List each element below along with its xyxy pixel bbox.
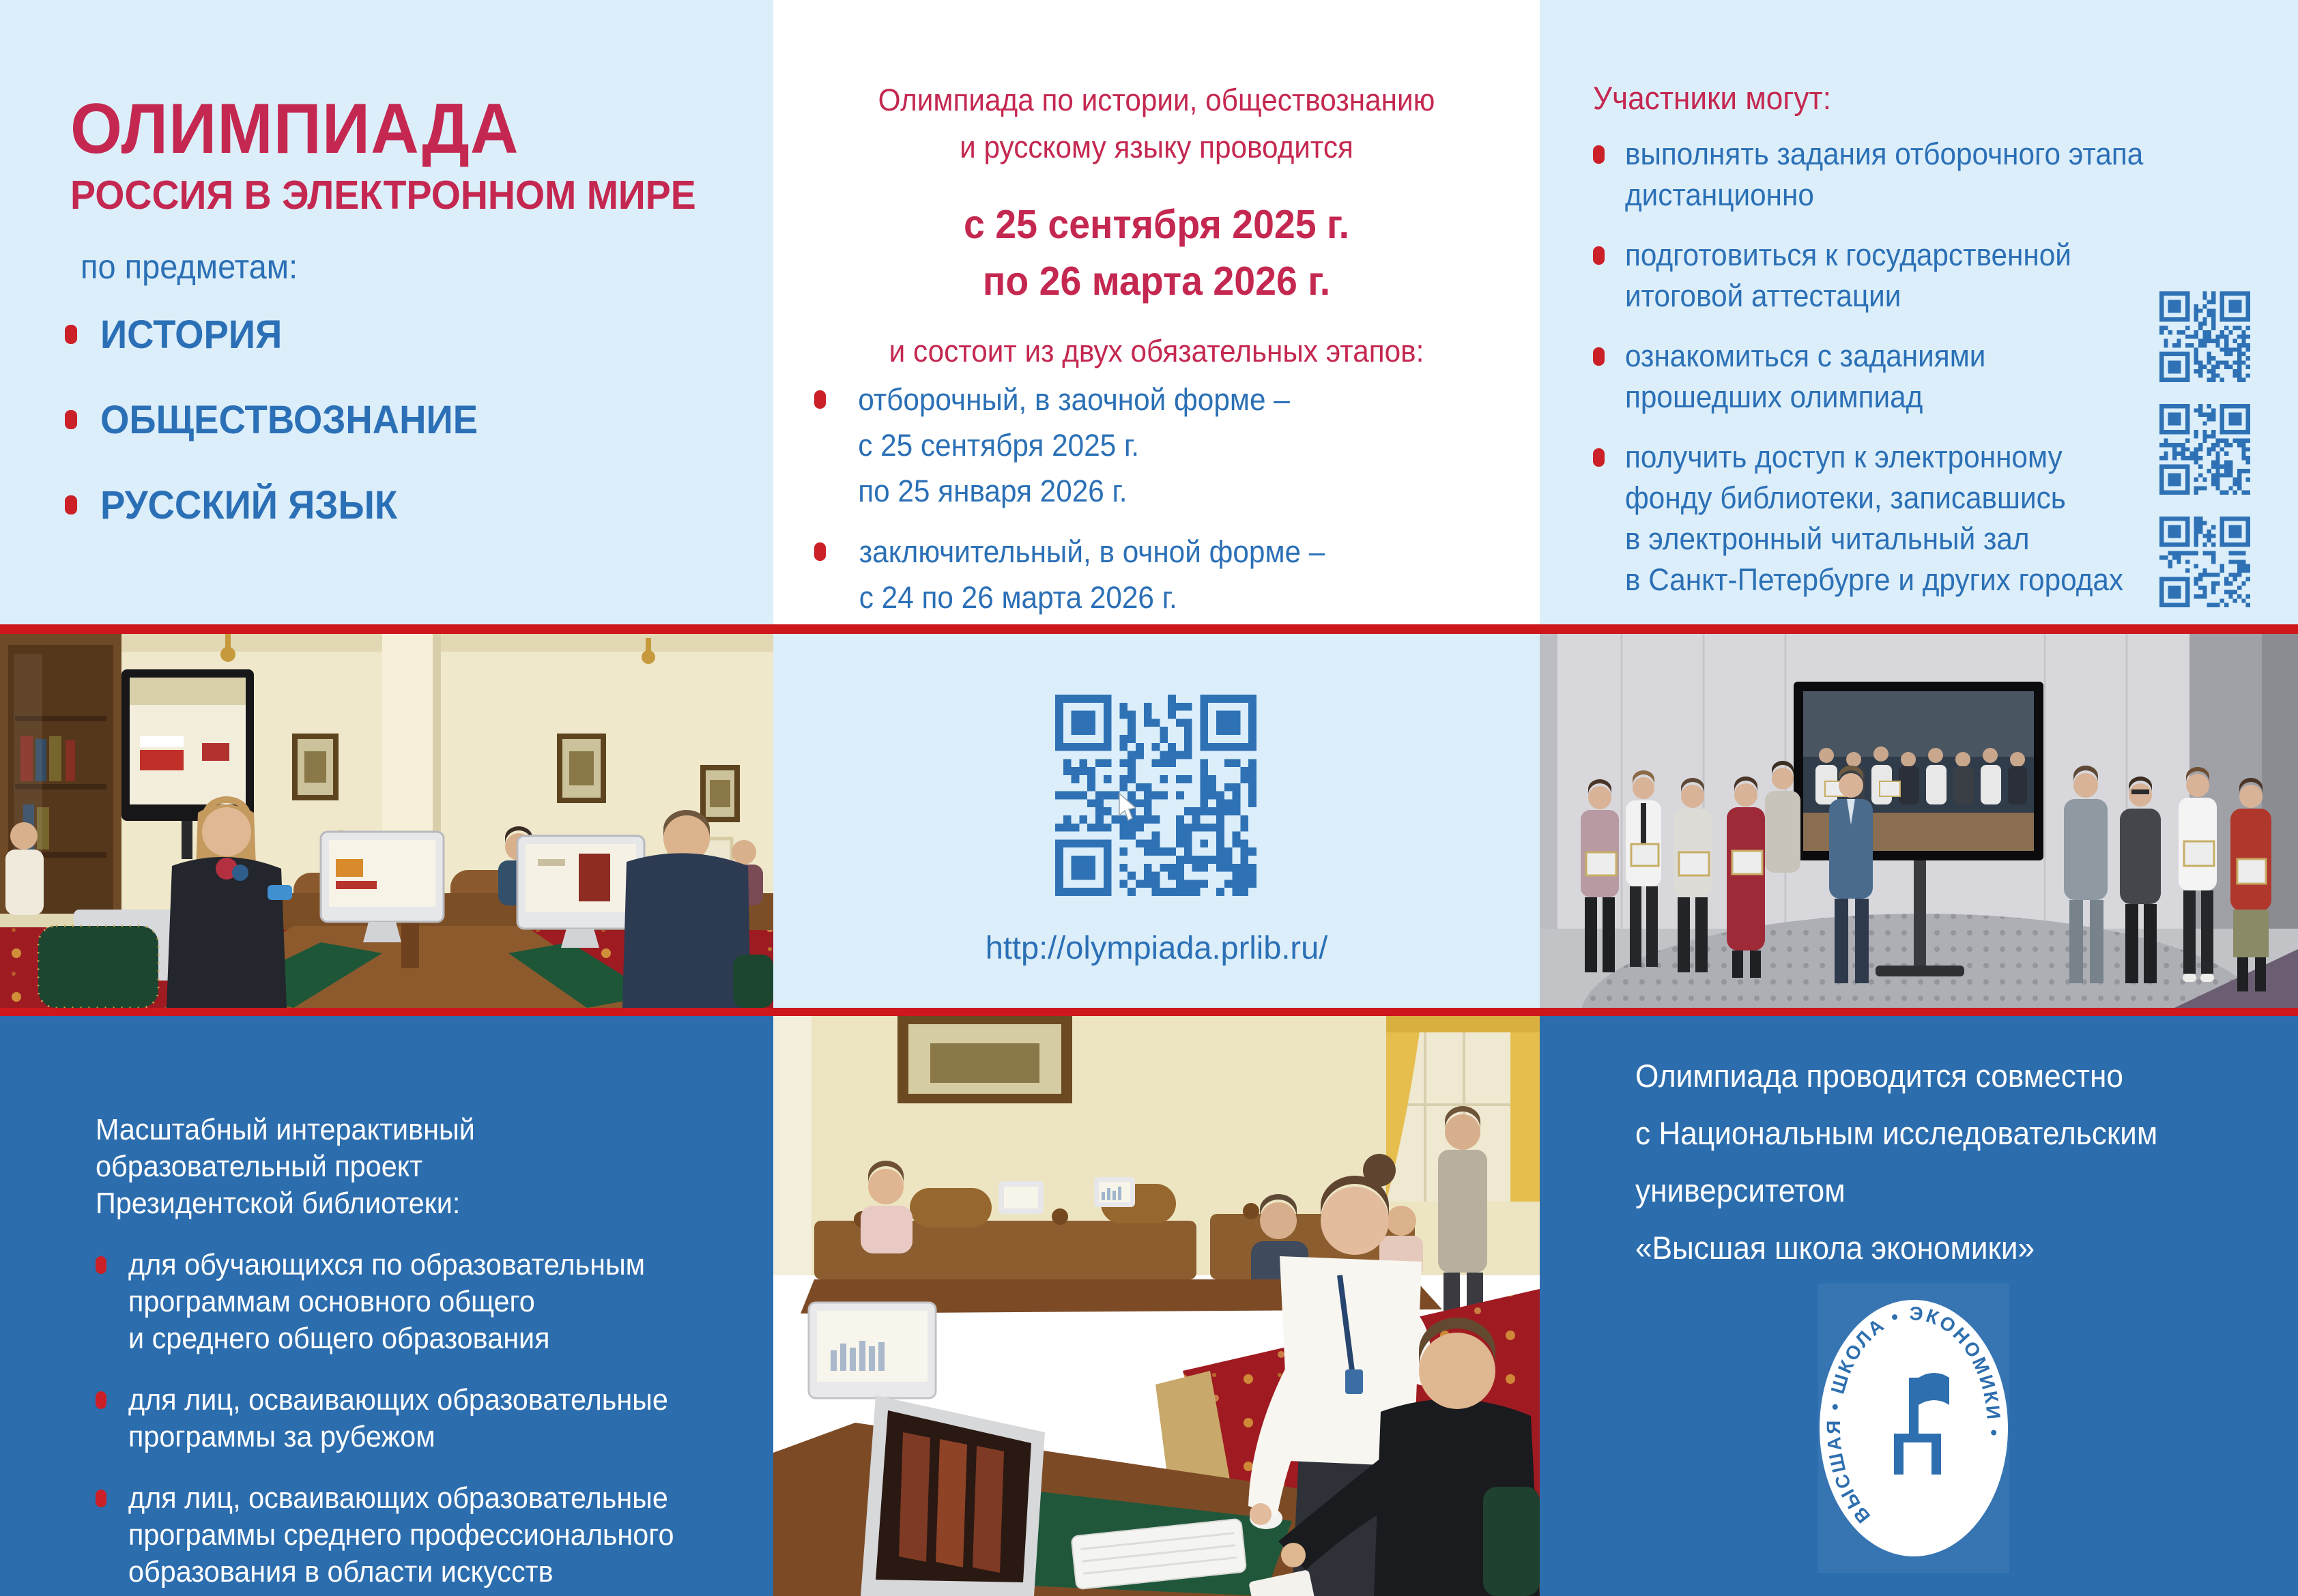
schedule-date-line: по 26 марта 2026 г. bbox=[982, 259, 1331, 304]
list-item: выполнять задания отборочного этапа дистанционно bbox=[1593, 134, 2166, 216]
hse-logo-ring-text: ВЫСШАЯ • ШКОЛА • ЭКОНОМИКИ • bbox=[1822, 1303, 2005, 1528]
red-divider bbox=[0, 624, 2298, 634]
red-bullet-icon bbox=[65, 325, 77, 344]
list-item bbox=[814, 377, 1340, 514]
red-bullet-icon bbox=[1593, 145, 1605, 164]
olympiad-url-link[interactable]: http://olympiada.prlib.ru/ bbox=[985, 929, 1328, 966]
list-item: подготовиться к государственной итоговой аттестации bbox=[1593, 235, 2166, 317]
schedule-panel bbox=[773, 0, 1540, 624]
stage-line: заключительный, в очной форме – bbox=[859, 534, 1325, 569]
project-list bbox=[96, 1247, 744, 1596]
list-item: для лиц, осваивающих образовательные программы за рубежом bbox=[96, 1382, 744, 1455]
participants-heading: Участники могут: bbox=[1593, 80, 1832, 116]
stage-line: с 25 сентября 2025 г. bbox=[858, 428, 1140, 463]
library-consultation-photo bbox=[773, 1016, 1540, 1596]
mouse-cursor-icon bbox=[1118, 792, 1141, 822]
red-bullet-icon bbox=[65, 410, 77, 429]
red-bullet-icon bbox=[65, 495, 77, 514]
qr-code-olympiad-site bbox=[1055, 695, 1256, 896]
schedule-date-line: с 25 сентября 2025 г. bbox=[964, 202, 1349, 247]
red-bullet-icon bbox=[814, 542, 826, 561]
partner-text: Олимпиада проводится совместно с Национальным исследовательским университетом «Высшая школа экономики» bbox=[1635, 1058, 2158, 1266]
red-bullet-icon bbox=[96, 1391, 106, 1409]
list-item: ознакомиться с заданиями прошедших олимпиад bbox=[1593, 336, 2166, 418]
list-item bbox=[65, 313, 502, 356]
red-bullet-icon bbox=[96, 1490, 106, 1507]
list-item bbox=[65, 398, 502, 441]
subject-label: ИСТОРИЯ bbox=[100, 312, 283, 357]
project-panel bbox=[0, 1016, 773, 1596]
list-item: для обучающихся по образовательным программам основного общего и среднего общего образования bbox=[96, 1247, 744, 1357]
stage-line: с 24 по 26 марта 2026 г. bbox=[859, 580, 1177, 615]
red-bullet-icon bbox=[814, 390, 826, 409]
award-ceremony-photo bbox=[1540, 634, 2298, 1008]
red-divider bbox=[0, 1008, 2298, 1016]
qr-code-library bbox=[2159, 404, 2250, 495]
project-heading: Масштабный интерактивный образовательный проект Президентской библиотеки: bbox=[96, 1113, 475, 1220]
schedule-intro-line: и русскому языку проводится bbox=[960, 130, 1353, 164]
subjects-list bbox=[65, 313, 502, 568]
stage-line: отборочный, в заочной форме – bbox=[858, 382, 1290, 417]
schedule-intro bbox=[773, 76, 1540, 171]
red-bullet-icon bbox=[1593, 246, 1605, 265]
red-bullet-icon bbox=[96, 1256, 106, 1274]
participants-list bbox=[1593, 134, 2166, 620]
list-item bbox=[814, 529, 1340, 620]
qr-code-reading-room bbox=[2159, 517, 2250, 607]
qr-code-tasks bbox=[2159, 291, 2250, 382]
list-item bbox=[65, 483, 502, 527]
list-item: для лиц, осваивающих образовательные программы среднего профессионального образования в области искусств bbox=[96, 1480, 744, 1591]
schedule-dates bbox=[773, 197, 1540, 310]
list-item: получить доступ к электронному фонду библиотеки, записавшись в электронный читальный зал в Санкт-Петербурге и других городах bbox=[1593, 437, 2166, 600]
subject-label: ОБЩЕСТВОЗНАНИЕ bbox=[100, 397, 478, 442]
stages-intro: и состоит из двух обязательных этапов: bbox=[889, 334, 1424, 368]
front-panel bbox=[0, 0, 773, 624]
participants-panel bbox=[1540, 0, 2298, 624]
stage-line: по 25 января 2026 г. bbox=[858, 474, 1128, 508]
subjects-lead: по предметам: bbox=[81, 248, 298, 286]
red-bullet-icon bbox=[1593, 347, 1605, 366]
schedule-intro-line: Олимпиада по истории, обществознанию bbox=[878, 83, 1435, 117]
hse-logo bbox=[1818, 1283, 2009, 1573]
page-subtitle: РОССИЯ В ЭЛЕКТРОННОМ МИРЕ bbox=[70, 173, 696, 218]
library-reading-room-photo bbox=[0, 634, 773, 1008]
link-panel bbox=[773, 634, 1540, 1008]
subject-label: РУССКИЙ ЯЗЫК bbox=[100, 482, 398, 527]
page-title: ОЛИМПИАДА bbox=[70, 89, 519, 169]
red-bullet-icon bbox=[1593, 448, 1605, 467]
stages-list bbox=[814, 377, 1340, 624]
partner-panel bbox=[1540, 1016, 2298, 1596]
